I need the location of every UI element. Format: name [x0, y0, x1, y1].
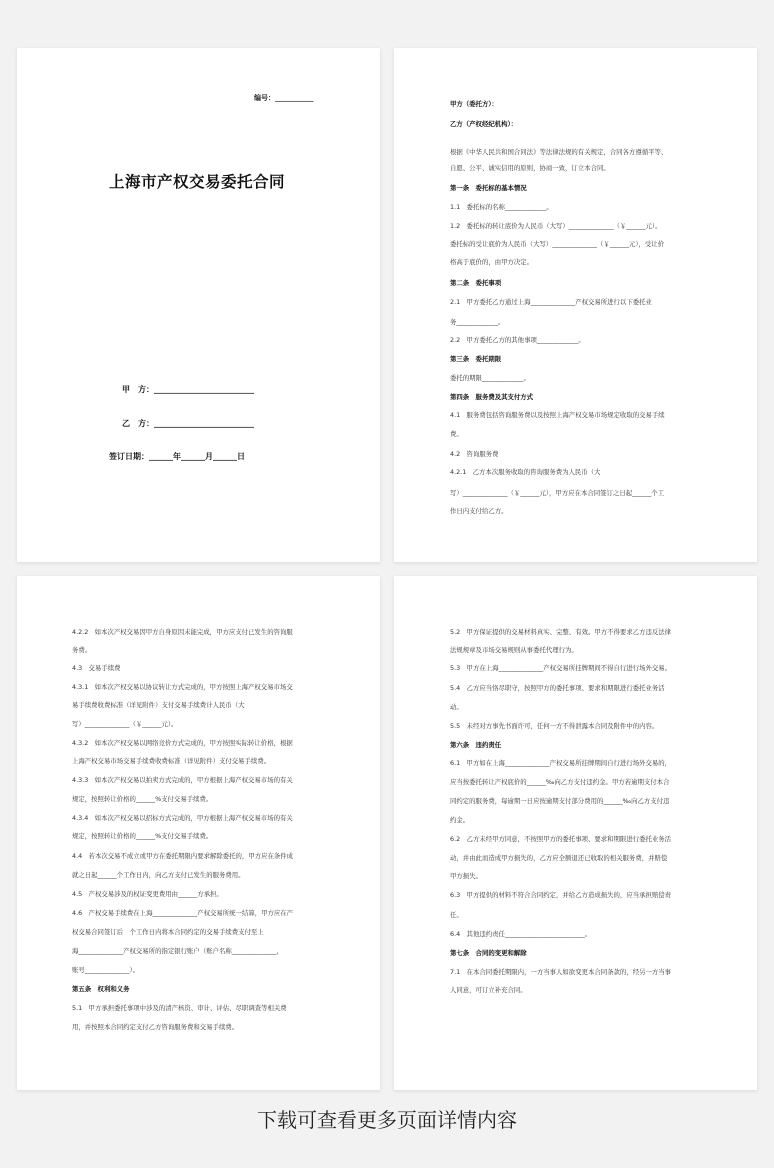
contract-text-line: 4.3 交易手续费 — [72, 664, 121, 672]
contract-text-line: 人同意，可订立补充合同。 — [450, 986, 527, 994]
contract-text-line: 写）______________（￥______元）。 — [72, 720, 178, 728]
contract-text-line: 法规规章及市场交易规则从事委托代理行为。 — [450, 646, 578, 654]
contract-text-line: 任。 — [450, 911, 463, 919]
contract-text-line: 用，并按照本合同约定支付乙方咨询服务费和交易手续费。 — [72, 1023, 239, 1031]
contract-text-line: 4.2.1 乙方本次服务收取的咨询服务费为人民币（大 — [450, 468, 601, 476]
contract-text-line: 4.1 服务费包括咨询服务费以及按照上海产权交易市场规定收取的交易手续 — [450, 411, 665, 419]
contract-text-line: 格高于底价的，由甲方决定。 — [450, 258, 534, 266]
contract-text-line: 费。 — [450, 430, 463, 438]
contract-text-line: 海______________产权交易所的指定银行账户（账户名称______________， — [72, 947, 283, 955]
contract-text-line: 6.2 乙方未经甲方同意，不按照甲方的委托事项、要求和期限进行委托业务活 — [450, 835, 672, 843]
contract-text-line: 6.1 甲方如在上海______________产权交易所挂牌期间自行进行场外交易的， — [450, 759, 672, 767]
contract-text-line: 上海产权交易市场交易手续费收费标准（详见附件）支付交易手续费。 — [72, 757, 271, 765]
section-heading: 第四条 服务费及其支付方式 — [450, 393, 534, 401]
contract-text-line: 委托标的受让底价为人民币（大写）______________（￥______元），受让价 — [450, 240, 665, 248]
section-heading: 第七条 合同的变更和解除 — [450, 949, 527, 957]
contract-text-line: 作日内支付给乙方。 — [450, 507, 508, 515]
contract-text-line: 务费。 — [72, 646, 92, 654]
contract-text-line: 5.2 甲方保证提供的交易材料真实、完整、有效。甲方不得要求乙方违反法律 — [450, 628, 672, 636]
party-b-line: 乙 方：_________________________ — [122, 419, 254, 428]
contract-text-line: 同约定的服务费，每逾期一日应按逾期支付部分费用的______‰向乙方支付违 — [450, 797, 670, 805]
contract-text-line: 规定，按照转让价格的______%支付交易手续费。 — [72, 832, 213, 840]
contract-text-line: 7.1 在本合同委托期限内，一方当事人如欲变更本合同条款的，经另一方当事 — [450, 968, 672, 976]
contract-text-line: 动。 — [450, 703, 463, 711]
contract-text-line: 5.4 乙方应当恪尽职守，按照甲方的委托事项、要求和期限进行委托业务活 — [450, 684, 665, 692]
contract-text-line: 应当按委托转让产权底价的______‰向乙方支付违约金。甲方若逾期支付本合 — [450, 778, 670, 786]
contract-text-line: 2.2 甲方委托乙方的其他事项_____________。 — [450, 336, 585, 344]
section-heading: 第六条 违约责任 — [450, 741, 502, 749]
contract-title: 上海市产权交易委托合同 — [109, 173, 286, 191]
contract-text-line: 委托的期限_____________。 — [450, 374, 530, 382]
contract-text-line: 4.3.3 如本次产权交易以拍卖方式完成的，甲方根据上海产权交易市场的有关 — [72, 776, 293, 784]
contract-text-line: 约金。 — [450, 816, 470, 824]
section-heading: 第五条 权利和义务 — [72, 985, 130, 993]
contract-text-line: 4.6 产权交易手续费在上海______________产权交易所统一结算，甲方应在产 — [72, 909, 294, 917]
contract-text-line: 甲方损失。 — [450, 872, 482, 880]
contract-text-line: 账号______________）。 — [72, 966, 140, 974]
contract-text-line: 1.2 委托标的转让底价为人民币（大写）______________（￥______元）。 — [450, 222, 662, 230]
contract-text-line: 规定，按照转让价格的______%支付交易手续费。 — [72, 795, 213, 803]
contract-page-2 — [394, 48, 757, 562]
contract-text-line: 5.3 甲方在上海______________产权交易所挂牌期间不得自行进行场外交易。 — [450, 664, 672, 672]
contract-text-line: 1.1 委托标的名称_____________。 — [450, 203, 553, 211]
contract-text-line: 6.4 其他违约责任_________________________。 — [450, 930, 592, 938]
contract-text-line: 权交易合同签订后 个工作日内将本合同约定的交易手续费支付至上 — [72, 928, 264, 936]
contract-text-line: 4.3.4 如本次产权交易以招标方式完成的，甲方根据上海产权交易市场的有关 — [72, 814, 293, 822]
section-heading: 第三条 委托期限 — [450, 355, 502, 363]
contract-text-line: 4.5 产权交易涉及的权证变更费用由______方承担。 — [72, 890, 223, 898]
contract-text-line: 就之日起______个工作日内，向乙方支付已发生的服务费用。 — [72, 871, 245, 879]
contract-text-line: 4.2.2 如本次产权交易因甲方自身原因未能完成，甲方应支付已发生的咨询服 — [72, 628, 293, 636]
section-heading: 甲方（委托方）： — [450, 100, 498, 108]
contract-text-line: 6.3 甲方提供的材料不符合合同约定，并给乙方造成损失的，应当承担赔偿责 — [450, 891, 672, 899]
section-heading: 乙方（产权经纪机构）： — [450, 120, 518, 128]
contract-text-line: 易手续费收费标准（详见附件）支付交易手续费计人民币（大 — [72, 701, 245, 709]
contract-text-line: 4.3.1 如本次产权交易以协议转让方式完成的，甲方按照上海产权交易市场交 — [72, 683, 293, 691]
contract-text-line: 动，并由此而造成甲方损失的，乙方应全额退还已收取的相关服务费，并赔偿 — [450, 854, 668, 862]
contract-text-line: 5.1 甲方承担委托事项中涉及的清产核资、审计、评估、尽职调查等相关费 — [72, 1004, 287, 1012]
contract-text-line: 根据《中华人民共和国合同法》等法律法规的有关规定，合同各方遵循平等、 — [450, 148, 668, 156]
contract-text-line: 2.1 甲方委托乙方通过上海______________产权交易所进行以下委托业 — [450, 298, 652, 306]
contract-text-line: 4.3.2 如本次产权交易以网络竞价方式完成的，甲方按照实际转让价格，根据 — [72, 739, 293, 747]
contract-text-line: 写）______________（￥______元），甲方应在本合同签订之日起______个工 — [450, 489, 665, 497]
contract-cover-page — [17, 48, 380, 562]
contract-number-label: 编号：___________ — [254, 94, 314, 102]
contract-page-4 — [394, 576, 757, 1090]
contract-text-line: 5.5 未经对方事先书面许可，任何一方不得泄露本合同及附件中的内容。 — [450, 722, 659, 730]
section-heading: 第二条 委托事项 — [450, 279, 502, 287]
contract-page-3 — [17, 576, 380, 1090]
download-more-pages-caption: 下载可查看更多页面详情内容 — [257, 1108, 517, 1132]
contract-text-line: 4.2 咨询服务费 — [450, 450, 499, 458]
party-a-line: 甲 方：_________________________ — [122, 385, 254, 394]
contract-text-line: 务_____________。 — [450, 318, 505, 326]
sign-date-line: 签订日期：______年______月______日 — [109, 452, 245, 461]
section-heading: 第一条 委托标的基本情况 — [450, 184, 527, 192]
contract-text-line: 自愿、公平、诚实信用的原则，协商一致，订立本合同。 — [450, 164, 610, 172]
contract-text-line: 4.4 若本次交易不成立或甲方在委托期限内要求解除委托的，甲方应在条件成 — [72, 852, 294, 860]
